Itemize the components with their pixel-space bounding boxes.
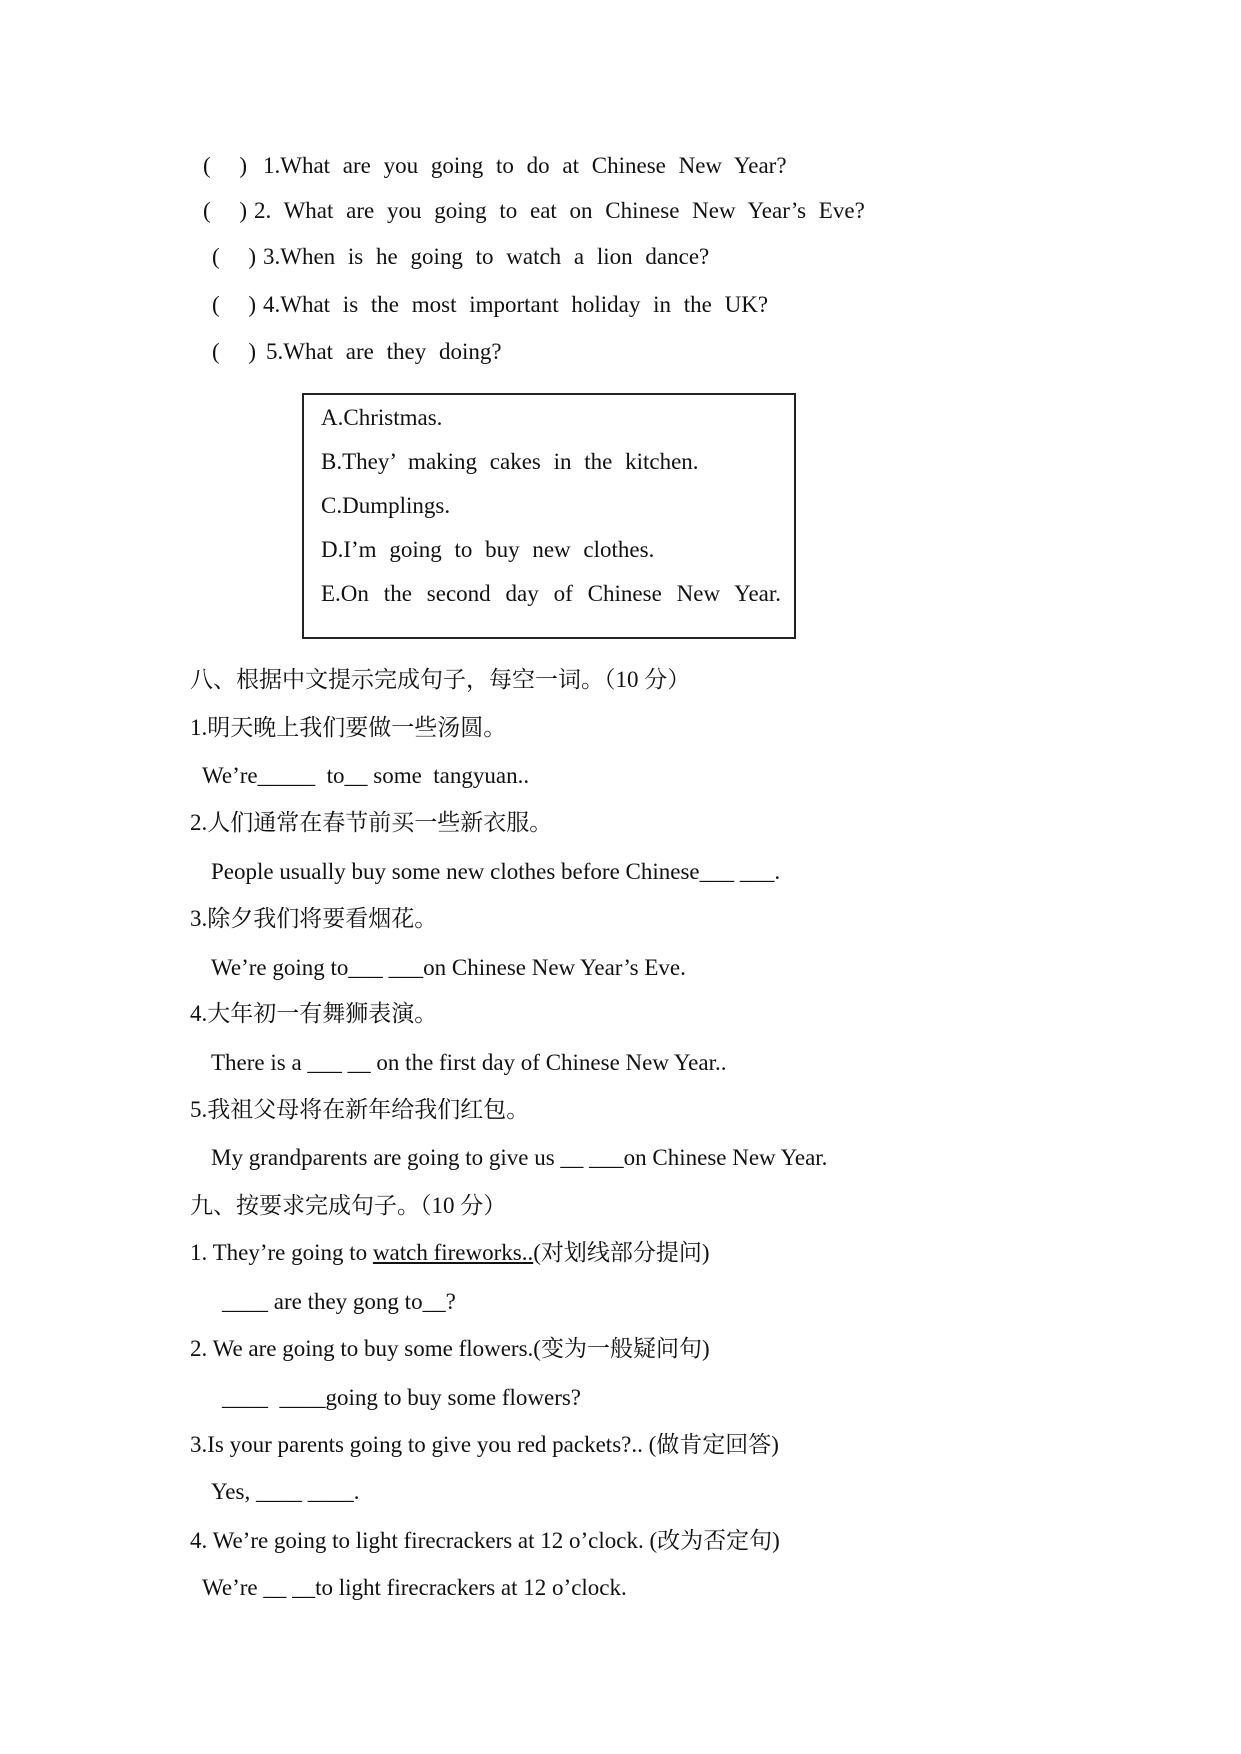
question-4: 4.What is the most important holiday in the UK? — [263, 292, 769, 317]
answer-bracket-3[interactable]: ( ) — [212, 244, 257, 269]
question-3: 3.When is he going to watch a lion dance? — [263, 244, 710, 269]
options-box — [302, 393, 796, 639]
answer-bracket-2[interactable]: ( ) — [203, 198, 248, 223]
question-2: 2. What are you going to eat on Chinese New Year’s Eve? — [254, 198, 865, 223]
s8-item-1-cn: 1.明天晚上我们要做一些汤圆。 — [190, 715, 507, 740]
option-b: B.They’ making cakes in the kitchen. — [321, 449, 699, 474]
question-5: 5.What are they doing? — [266, 339, 502, 364]
option-e: E.On the second day of Chinese New Year. — [321, 581, 781, 606]
section-9-title: 九、按要求完成句子。（10 分） — [190, 1193, 507, 1218]
s8-item-3-cn: 3.除夕我们将要看烟花。 — [190, 906, 438, 931]
s8-item-4-en: There is a ___ __ on the first day of Chinese New Year.. — [211, 1050, 727, 1075]
answer-bracket-4[interactable]: ( ) — [212, 292, 257, 317]
s9-q1-prefix: 1. They’re going to — [190, 1240, 373, 1265]
s9-q1-instruction: (对划线部分提问) — [533, 1240, 710, 1265]
s9-question-4: 4. We’re going to light firecrackers at 12 o’clock. (改为否定句) — [190, 1528, 780, 1553]
s9-question-3: 3.Is your parents going to give you red packets?.. (做肯定回答) — [190, 1432, 779, 1457]
option-d: D.I’m going to buy new clothes. — [321, 537, 655, 562]
s9-answer-3: Yes, ____ ____. — [211, 1479, 360, 1504]
question-1: 1.What are you going to do at Chinese New Year? — [263, 153, 787, 178]
s9-answer-4: We’re __ __to light firecrackers at 12 o’clock. — [202, 1575, 627, 1600]
section-8-title: 八、根据中文提示完成句子，每空一词。（10 分） — [190, 667, 691, 692]
s9-q1-underlined: watch fireworks.. — [372, 1240, 534, 1265]
option-c: C.Dumplings. — [321, 493, 451, 518]
s8-item-2-cn: 2.人们通常在春节前买一些新衣服。 — [190, 810, 553, 835]
s8-item-2-en: People usually buy some new clothes before Chinese___ ___. — [211, 859, 781, 884]
s8-item-5-en: My grandparents are going to give us __ ___on Chinese New Year. — [211, 1145, 828, 1170]
s9-answer-1: ____ are they gong to__? — [222, 1289, 456, 1314]
s9-question-1 — [190, 1239, 710, 1267]
answer-bracket-5[interactable]: ( ) — [212, 339, 257, 364]
answer-bracket-1[interactable]: ( ) — [203, 153, 248, 178]
s9-answer-2: ____ ____going to buy some flowers? — [222, 1385, 582, 1410]
s8-item-3-en: We’re going to___ ___on Chinese New Year’s Eve. — [211, 955, 686, 980]
s8-item-5-cn: 5.我祖父母将在新年给我们红包。 — [190, 1097, 530, 1122]
s8-item-4-cn: 4.大年初一有舞狮表演。 — [190, 1001, 438, 1026]
option-a: A.Christmas. — [321, 405, 443, 430]
s8-item-1-en: We’re_____ to__ some tangyuan.. — [202, 763, 530, 788]
s9-question-2: 2. We are going to buy some flowers.(变为一般疑问句) — [190, 1336, 710, 1361]
